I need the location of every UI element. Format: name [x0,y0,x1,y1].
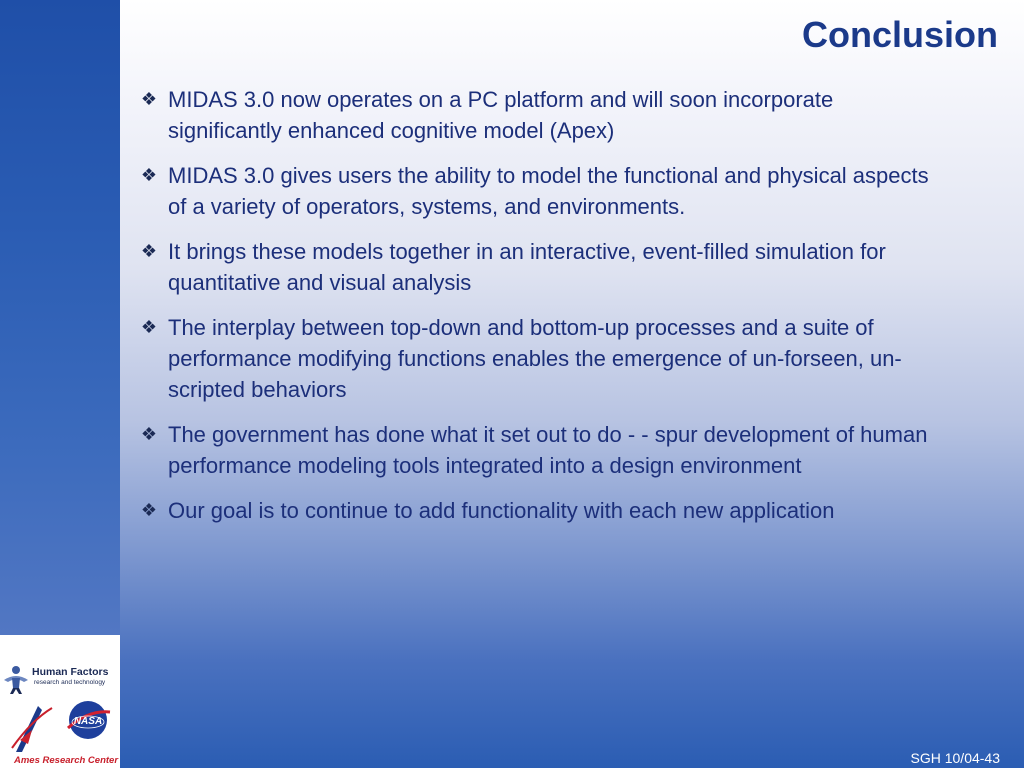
ames-research-center-label: Ames Research Center [14,755,119,766]
bullet-item [130,84,950,146]
logo-area [0,635,120,768]
bullet-item [130,495,950,526]
human-factors-logo [2,664,120,694]
bullet-text: The interplay between top-down and bottom-up processes and a suite of performance modifying functions enables the emergence of un-forseen, un-scripted behaviors [168,315,902,402]
bullet-text: Our goal is to continue to add functionality with each new application [168,498,835,523]
bullet-list [130,84,950,540]
bullet-text: The government has done what it set out to do - - spur development of human performance modeling tools integrated into a design environment [168,422,928,478]
bullet-item [130,236,950,298]
human-factors-subtitle: research and technology [34,679,106,686]
bullet-text: It brings these models together in an interactive, event-filled simulation for quantitative and visual analysis [168,239,886,295]
bullet-text: MIDAS 3.0 gives users the ability to model the functional and physical aspects of a variety of operators, systems, and environments. [168,163,929,219]
left-blue-band [0,0,120,635]
diamond-bullet-icon: ❖ [140,500,158,520]
human-factors-title: Human Factors [32,666,109,678]
bullet-item [130,419,950,481]
diamond-bullet-icon: ❖ [140,89,158,109]
slide-title: Conclusion [802,14,998,55]
bullet-item [130,160,950,222]
nasa-ames-emblem-icon [2,700,120,756]
ames-research-center-logo [2,700,120,768]
diamond-bullet-icon: ❖ [140,165,158,185]
bullet-text: MIDAS 3.0 now operates on a PC platform and will soon incorporate significantly enhanced cognitive model (Apex) [168,87,834,143]
human-figure-icon [2,664,30,694]
diamond-bullet-icon: ❖ [140,424,158,444]
diamond-bullet-icon: ❖ [140,241,158,261]
nasa-text: NASA [73,716,103,727]
bullet-item [130,312,950,405]
footer-slide-code: SGH 10/04-43 [910,750,1000,766]
diamond-bullet-icon: ❖ [140,317,158,337]
